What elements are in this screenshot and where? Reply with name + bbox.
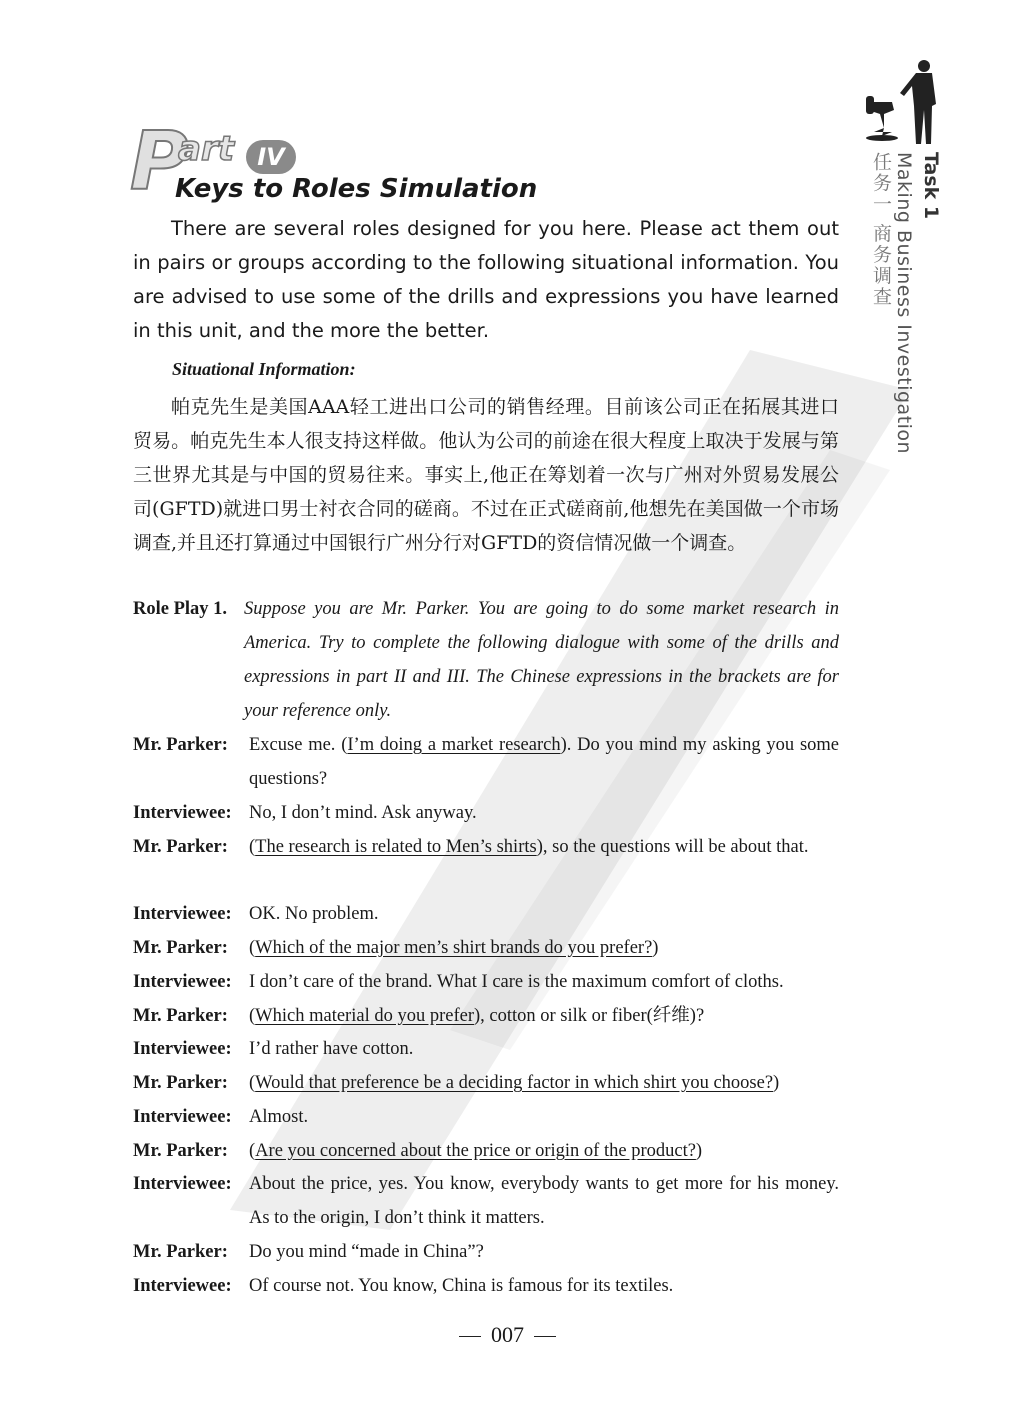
dialogue-line: Mr. Parker: (Which of the major men’s shirt brands do you prefer?) bbox=[133, 931, 839, 965]
page-number: 007 bbox=[0, 1322, 1015, 1348]
dialogue-line: Mr. Parker: (The research is related to Men’s shirts), so the questions will be about that. bbox=[133, 830, 839, 864]
speaker: Mr. Parker: bbox=[133, 938, 228, 958]
answer-underlined: The research is related to Men’s shirts bbox=[255, 837, 537, 857]
page-number-dash bbox=[459, 1336, 481, 1337]
section-title: Keys to Roles Simulation bbox=[175, 174, 538, 204]
role-play-label: Role Play 1. bbox=[133, 599, 228, 619]
task-label: Task 1 bbox=[920, 152, 942, 220]
speaker: Mr. Parker: bbox=[133, 837, 228, 857]
dialogue-line: Interviewee: Of course not. You know, China is famous for its textiles. bbox=[133, 1269, 839, 1303]
dialogue-line: Mr. Parker: (Which material do you prefer), cotton or silk or fiber(纤维)? bbox=[133, 999, 839, 1033]
situational-text: 帕克先生是美国AAA轻工进出口公司的销售经理。目前该公司正在拓展其进口贸易。帕克先生本人很支持这样做。他认为公司的前途在很大程度上取决于发展与第三世界尤其是与中国的贸易往来。事实上,他正在筹划着一次与广州对外贸易发展公司(GFTD)就进口男士衬衣合同的磋商。不过在正式磋商前,他想先在美国做一个市场调查,并且还打算通过中国银行广州分行对GFTD的资信情况做一个调查。 bbox=[133, 396, 839, 554]
intro-paragraph bbox=[133, 212, 839, 348]
speaker: Interviewee: bbox=[133, 1174, 232, 1194]
dialogue-line: Interviewee: No, I don’t mind. Ask anyway. bbox=[133, 796, 839, 830]
answer-underlined: Which material do you prefer bbox=[255, 1006, 474, 1026]
dialogue-line: Interviewee: Almost. bbox=[133, 1100, 839, 1134]
task-title-cn: 任务一 商务调查 bbox=[870, 152, 892, 308]
role-play-text: Suppose you are Mr. Parker. You are going to do some market research in America. Try to complete the following dialogue with some of the drills and expressions in part II and III. The Chinese expressions in the brackets are for your reference only. bbox=[244, 599, 839, 721]
situational-paragraph bbox=[133, 390, 839, 560]
speaker: Interviewee: bbox=[133, 803, 232, 823]
speaker: Interviewee: bbox=[133, 904, 232, 924]
dialogue-line: Interviewee: I’d rather have cotton. bbox=[133, 1032, 839, 1066]
dialogue-line: Interviewee: OK. No problem. bbox=[133, 897, 839, 931]
dialogue-line: Interviewee: About the price, yes. You know, everybody wants to get more for his money. As to the origin, I don’t think it matters. bbox=[133, 1167, 839, 1235]
dialogue-line: Mr. Parker: (Would that preference be a deciding factor in which shirt you choose?) bbox=[133, 1066, 839, 1100]
answer-underlined: I’m doing a market research bbox=[347, 735, 561, 755]
situational-label: Situational Information: bbox=[172, 359, 356, 379]
dialogue-line: Mr. Parker: Do you mind “made in China”? bbox=[133, 1235, 839, 1269]
part-word: art bbox=[178, 129, 234, 169]
speaker: Mr. Parker: bbox=[133, 1141, 228, 1161]
part-numeral-badge: IV bbox=[246, 140, 296, 174]
speaker: Mr. Parker: bbox=[133, 1006, 228, 1026]
dialogue-line: Mr. Parker: Excuse me. (I’m doing a market research). Do you mind my asking you some questions? bbox=[133, 728, 839, 796]
speaker: Mr. Parker: bbox=[133, 1073, 228, 1093]
answer-underlined: Which of the major men’s shirt brands do you prefer? bbox=[255, 938, 653, 958]
answer-underlined: Are you concerned about the price or origin of the product? bbox=[255, 1141, 696, 1161]
answer-underlined: Would that preference be a deciding factor in which shirt you choose? bbox=[255, 1073, 774, 1093]
intro-text: There are several roles designed for you here. Please act them out in pairs or groups according to the following situational information. You are advised to use some of the drills and expressions you have learned in this unit, and the more the better. bbox=[133, 217, 839, 342]
businessman-with-chair-icon bbox=[862, 58, 952, 150]
speaker: Mr. Parker: bbox=[133, 1242, 228, 1262]
speaker: Interviewee: bbox=[133, 1107, 232, 1127]
dialogue-line: Mr. Parker: (Are you concerned about the price or origin of the product?) bbox=[133, 1134, 839, 1168]
speaker: Mr. Parker: bbox=[133, 735, 228, 755]
speaker: Interviewee: bbox=[133, 1039, 232, 1059]
task-title: Making Business Investigation bbox=[893, 152, 915, 455]
role-play-block bbox=[133, 592, 839, 728]
speaker: Interviewee: bbox=[133, 1276, 232, 1296]
dialogue-line: Interviewee: I don’t care of the brand. What I care is the maximum comfort of cloths. bbox=[133, 965, 839, 999]
page-number-dash bbox=[534, 1336, 556, 1337]
speaker: Interviewee: bbox=[133, 972, 232, 992]
part-letter: P bbox=[130, 115, 189, 208]
